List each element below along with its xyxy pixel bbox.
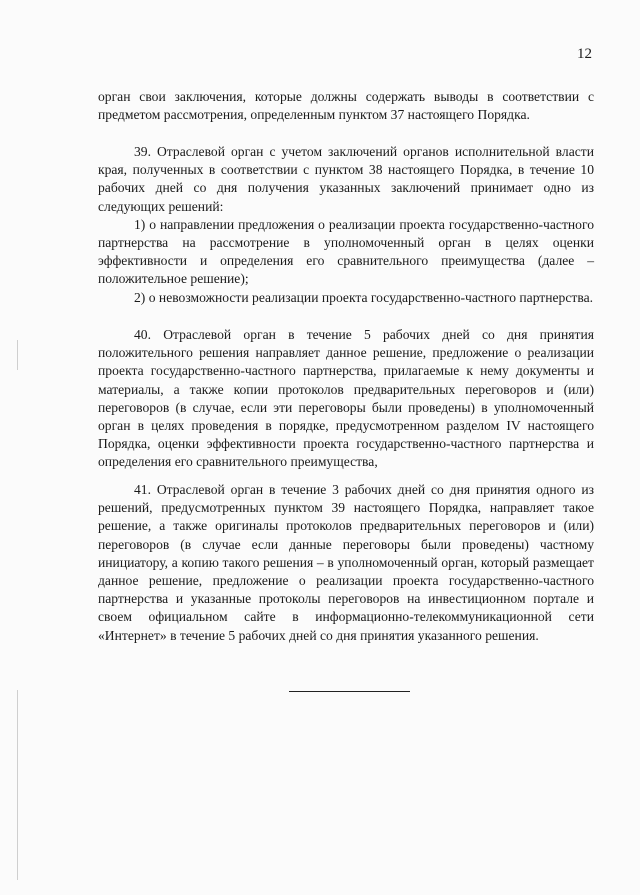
paragraph-continuation: орган свои заключения, которые должны содержать выводы в соответствии с предметом рассмотрения, определенным пунктом 37 настоящего Порядка. <box>98 89 594 123</box>
paragraph-39: 39. Отраслевой орган с учетом заключений органов исполнительной власти края, полученных в соответствии с пунктом 38 настоящего Порядка, в течение 10 рабочих дней со дня получения указанных заключений принимает одно из следующих решений: <box>98 144 594 214</box>
document-body <box>98 88 594 124</box>
scan-artifact-line <box>17 690 18 880</box>
paragraph-41: 41. Отраслевой орган в течение 3 рабочих дней со дня принятия одного из решений, предусмотренных пунктом 39 настоящего Порядка, направляет такое решение, а также оригиналы протоколов предварительных переговоров и (или) переговоров (в случае если данные переговоры были проведены) частному инициатору, а копию такого решения – в уполномоченный орган, который размещает данное решение, предложение о реализации проекта государственно-частного партнерства и указанные протоколы переговоров на инвестиционном портале и своем официальном сайте в информационно-телекоммуникационной сети «Интернет» в течение 5 рабочих дней со дня принятия указанного решения. <box>98 482 594 643</box>
scan-artifact-line <box>17 340 18 370</box>
paragraph-39-item-2: 2) о невозможности реализации проекта государственно-частного партнерства. <box>134 289 594 305</box>
paragraph-40: 40. Отраслевой орган в течение 5 рабочих дней со дня принятия положительного решения направляет данное решение, предложение о реализации проекта государственно-частного партнерства, прилагаемые к нему документы и материалы, а также копии протоколов предварительных переговоров и (или) переговоров (в случае, если эти переговоры были проведены) в уполномоченный орган в целях проведения в порядке, предусмотренном разделом IV настоящего Порядка, оценки эффективности проекта государственно-частного партнерства и определения его сравнительного преимущества, <box>98 327 594 470</box>
document-body-section-39 <box>98 143 594 307</box>
document-body-section-40 <box>98 326 594 472</box>
document-body-section-41 <box>98 481 594 645</box>
end-separator-line <box>289 691 410 692</box>
paragraph-39-item-1: 1) о направлении предложения о реализации проекта государственно-частного партнерства на рассмотрение в уполномоченный орган в целях оценки эффективности и определения его сравнительного преимущества (далее – положительное решение); <box>98 216 594 287</box>
page-number: 12 <box>577 46 592 62</box>
